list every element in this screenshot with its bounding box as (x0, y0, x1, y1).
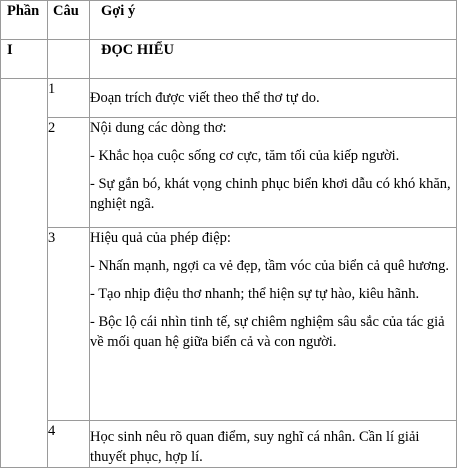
answer-cell (90, 421, 457, 468)
part-spacer-cell (1, 79, 48, 468)
answer-line: Hiệu quả của phép điệp: (90, 230, 231, 246)
table-row (1, 79, 457, 118)
question-number: 1 (48, 79, 90, 118)
answer-cell (90, 118, 457, 228)
answer-cell (90, 79, 457, 118)
question-number: 3 (48, 228, 90, 421)
section-empty-cell (48, 40, 90, 79)
section-row (1, 40, 457, 79)
section-number: I (1, 40, 48, 79)
answer-line: Học sinh nêu rõ quan điểm, suy nghĩ cá nhân. Cần lí giải thuyết phục, hợp lí. (90, 429, 420, 465)
answer-cell (90, 228, 457, 421)
table-row (1, 118, 457, 228)
section-title: ĐỌC HIỂU (90, 40, 457, 79)
header-question: Câu (48, 1, 90, 40)
header-part: Phần (1, 1, 48, 40)
header-hint: Gợi ý (90, 1, 457, 40)
answer-line: - Khắc họa cuộc sống cơ cực, tăm tối của kiếp người. (90, 148, 400, 164)
answer-line: - Nhấn mạnh, ngợi ca vẻ đẹp, tầm vóc của biển cả quê hương. (90, 258, 449, 274)
question-number: 2 (48, 118, 90, 228)
table-row (1, 228, 457, 421)
answer-line: Đoạn trích được viết theo thể thơ tự do. (90, 90, 320, 106)
answer-line: - Sự gắn bó, khát vọng chinh phục biển khơi dẫu có khó khăn, nghiệt ngã. (90, 176, 451, 212)
question-number: 4 (48, 421, 90, 468)
table-header-row (1, 1, 457, 40)
table-row (1, 421, 457, 468)
answer-line: - Tạo nhịp điệu thơ nhanh; thể hiện sự tự hào, kiêu hãnh. (90, 286, 420, 302)
answer-line: Nội dung các dòng thơ: (90, 120, 227, 136)
answer-line: - Bộc lộ cái nhìn tinh tế, sự chiêm nghiệm sâu sắc của tác giả về mối quan hệ giữa biển cả và con người. (90, 314, 445, 350)
